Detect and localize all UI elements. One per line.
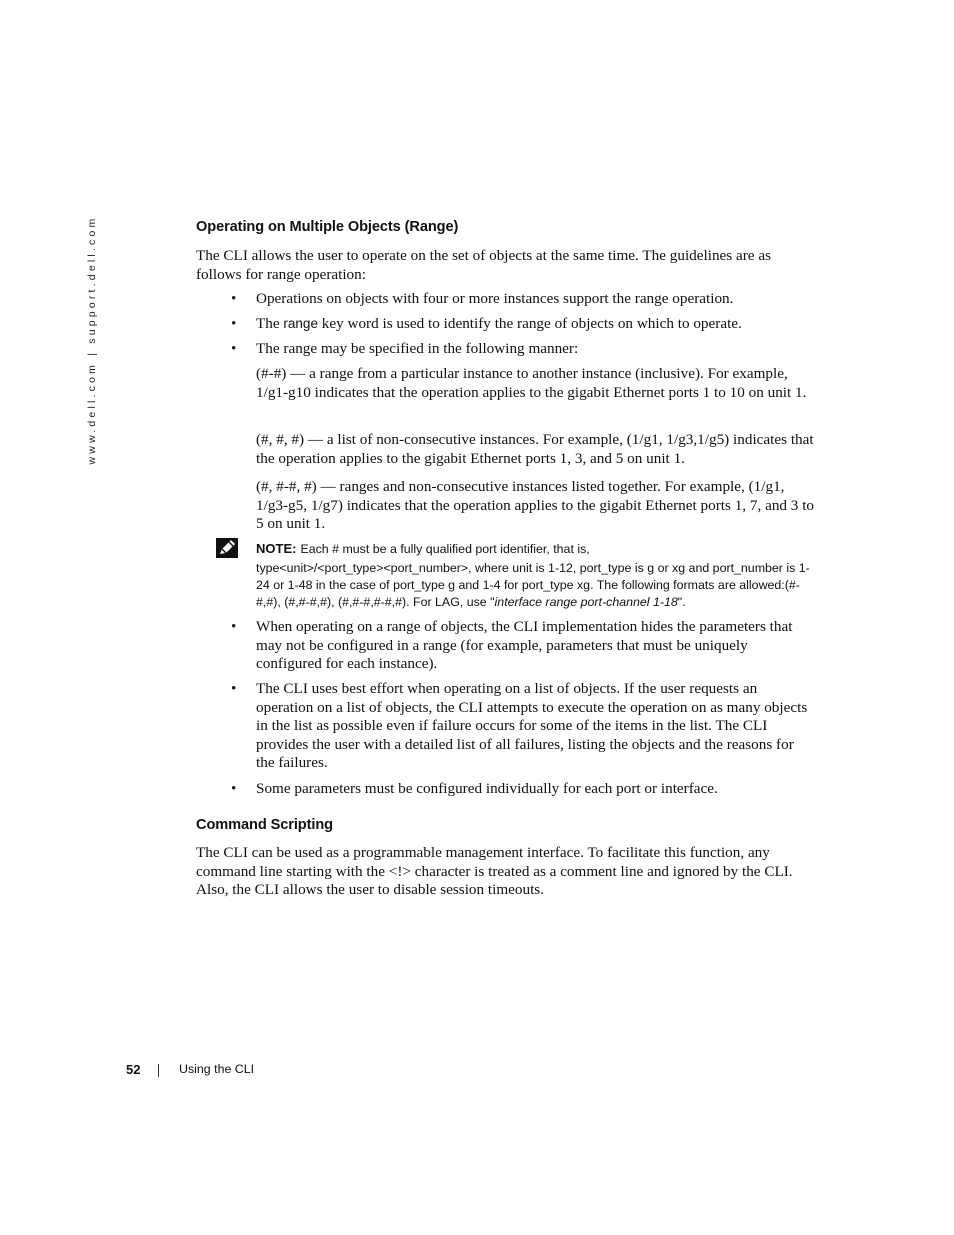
bullet-marker: • [231,618,237,635]
note-text: ". [677,595,686,609]
note-text: type<unit>/<port_type><port_number>, where unit is 1-12, port_type is g or xg and port_number is 1-24 or 1-48 in the case of port_type g and 1-4 for port_type xg. The following formats are allowed:(#-#,#), (#,#-#,#), (#,#-#,#-#,#). For LAG, use " [256,561,810,609]
chapter-title: Using the CLI [179,1062,255,1076]
note-pencil-icon [216,538,238,558]
footer-divider [158,1064,159,1077]
bullet-range-hides-params: When operating on a range of objects, the CLI implementation hides the parameters that may not be configured in a range (for example, parameters that must be uniquely configured for each instance). [256,618,793,673]
bullet-individual-params: Some parameters must be configured individually for each port or interface. [256,780,718,797]
range-intro-paragraph: The CLI allows the user to operate on the set of objects at the same time. The guidelines are as follows for range operation: [196,247,771,283]
note-body [256,560,816,611]
bullet-marker: • [231,315,237,332]
bullet-range-support: Operations on objects with four or more instances support the range operation. [256,290,734,307]
bullet-range-keyword [256,315,816,334]
bullet-marker: • [231,780,237,797]
note-command-example: interface range port-channel 1-18 [494,595,678,609]
range-format-mixed: (#, #-#, #) — ranges and non-consecutive instances listed together. For example, (1/g1, 1/g3-g5, 1/g7) indicates that the operation applies to the gigabit Ethernet ports 1, 7, and 3 to 5 on unit 1. [256,478,815,533]
section-heading-range: Operating on Multiple Objects (Range) [196,219,459,235]
scripting-paragraph: The CLI can be used as a programmable management interface. To facilitate this function, any command line starting with the <!> character is treated as a comment line and ignored by the CLI. Also, the CLI allows the user to disable session timeouts. [196,844,793,899]
range-format-list: (#, #, #) — a list of non-consecutive instances. For example, (1/g1, 1/g3,1/g5) indicates that the operation applies to the gigabit Ethernet ports 1, 3, and 5 on unit 1. [256,431,814,467]
note-text: Each # must be a fully qualified port identifier, that is, [300,542,590,556]
bullet-best-effort: The CLI uses best effort when operating on a list of objects. If the user requests an operation on a list of objects, the CLI attempts to execute the operation on as many objects in the list as possible even if failure occurs for some of the items in the list. The CLI provides the user with a detailed list of all failures, listing the objects and the reasons for the failures. [256,680,808,772]
bullet-marker: • [231,680,237,697]
range-format-consecutive: (#-#) — a range from a particular instance to another instance (inclusive). For example, 1/g1-g10 indicates that the operation applies to the gigabit Ethernet ports 1 to 10 on unit 1. [256,365,807,401]
page-number: 52 [126,1062,141,1077]
note-first-line [256,541,590,556]
range-keyword: range [283,316,318,331]
text: key word is used to identify the range of objects on which to operate. [317,315,742,332]
bullet-range-manner: The range may be specified in the following manner: [256,340,579,357]
text: The [256,315,284,332]
sidebar-url: www.dell.com | support.dell.com [86,215,98,465]
bullet-marker: • [231,340,237,357]
section-heading-scripting: Command Scripting [196,817,333,833]
bullet-marker: • [231,290,237,307]
note-label: NOTE: [256,541,297,556]
